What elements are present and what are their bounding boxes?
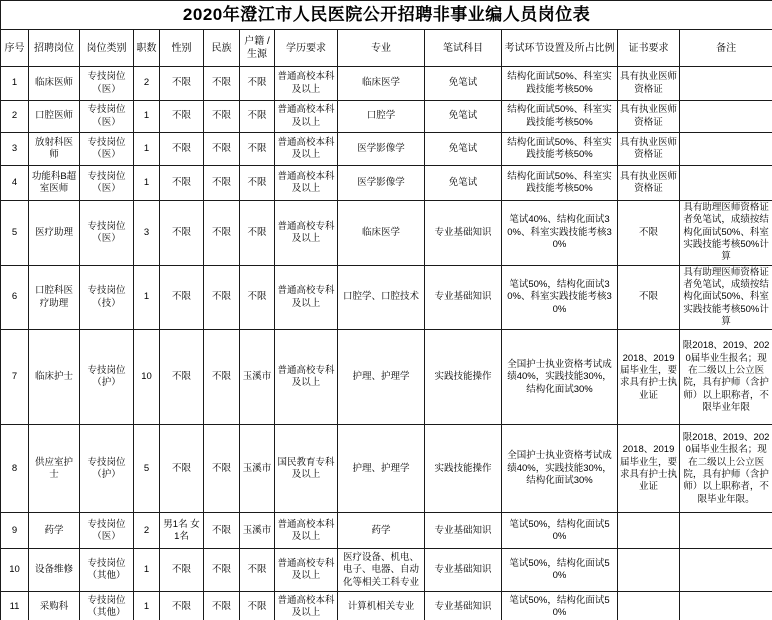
table-cell: 男1名 女1名 — [160, 513, 204, 549]
table-row — [1, 133, 772, 166]
page-title: 2020年澄江市人民医院公开招聘非事业编人员岗位表 — [1, 1, 772, 30]
table-row — [1, 166, 772, 201]
table-cell: 专业基础知识 — [425, 201, 502, 266]
table-cell: 设备维修 — [29, 549, 80, 592]
table-row — [1, 101, 772, 133]
table-cell: 医疗设备、机电、电子、电器、自动化等相关工科专业 — [338, 549, 425, 592]
table-cell: 药学 — [338, 513, 425, 549]
table-cell: 2 — [134, 67, 160, 101]
table-cell: 2 — [134, 513, 160, 549]
table-cell — [680, 549, 772, 592]
table-cell: 4 — [1, 166, 29, 201]
table-row — [1, 330, 772, 425]
table-cell: 不限 — [204, 133, 240, 166]
table-cell: 1 — [134, 166, 160, 201]
table-cell: 实践技能操作 — [425, 425, 502, 513]
table-cell: 临床医师 — [29, 67, 80, 101]
table-cell: 采购科 — [29, 592, 80, 620]
table-cell: 普通高校本科及以上 — [275, 592, 338, 620]
table-cell: 专技岗位（其他） — [80, 549, 134, 592]
table-cell: 专技岗位（医） — [80, 133, 134, 166]
table-cell: 不限 — [240, 201, 275, 266]
table-cell: 专技岗位（医） — [80, 513, 134, 549]
table-cell: 11 — [1, 592, 29, 620]
table-cell: 医疗助理 — [29, 201, 80, 266]
table-cell: 不限 — [240, 101, 275, 133]
table-cell: 免笔试 — [425, 133, 502, 166]
table-cell: 实践技能操作 — [425, 330, 502, 425]
table-cell: 笔试50%，结构化面试50% — [502, 549, 618, 592]
table-cell: 限2018、2019、2020届毕业生报名；现在二级以上公立医院，具有护师（含护师）以上职称者，不限毕业年限。 — [680, 425, 772, 513]
table-cell: 5 — [134, 425, 160, 513]
table-cell: 结构化面试50%、科室实践技能考核50% — [502, 166, 618, 201]
table-cell: 免笔试 — [425, 166, 502, 201]
table-row — [1, 513, 772, 549]
table-cell: 8 — [1, 425, 29, 513]
table-cell: 限2018、2019、2020届毕业生报名；现在二级以上公立医院，具有护师（含护师）以上职称者，不限毕业年限 — [680, 330, 772, 425]
table-cell: 全国护士执业资格考试成绩40%，实践技能30%，结构化面试30% — [502, 425, 618, 513]
table-cell: 普通高校本科及以上 — [275, 166, 338, 201]
table-cell: 不限 — [240, 549, 275, 592]
table-cell: 不限 — [204, 425, 240, 513]
table-cell: 结构化面试50%、科室实践技能考核50% — [502, 101, 618, 133]
table-cell: 1 — [134, 549, 160, 592]
table-header-row — [1, 30, 772, 67]
table-cell: 口腔科医疗助理 — [29, 265, 80, 330]
table-cell: 临床医学 — [338, 201, 425, 266]
table-cell: 3 — [134, 201, 160, 266]
table-cell: 不限 — [160, 549, 204, 592]
table-cell: 普通高校专科及以上 — [275, 330, 338, 425]
table-cell: 计算机相关专业 — [338, 592, 425, 620]
table-cell — [618, 513, 680, 549]
table-cell: 不限 — [204, 549, 240, 592]
title-row — [1, 1, 772, 30]
table-cell: 不限 — [160, 101, 204, 133]
table-cell — [680, 133, 772, 166]
table-cell: 放射科医师 — [29, 133, 80, 166]
table-cell: 玉溪市 — [240, 425, 275, 513]
table-cell: 不限 — [160, 330, 204, 425]
table-cell: 具有执业医师资格证 — [618, 67, 680, 101]
table-cell: 专业基础知识 — [425, 265, 502, 330]
header-cell-9: 笔试科目 — [425, 30, 502, 67]
table-cell: 护理、护理学 — [338, 330, 425, 425]
table-cell: 不限 — [240, 265, 275, 330]
table-cell: 不限 — [160, 67, 204, 101]
table-cell — [680, 513, 772, 549]
table-cell — [680, 67, 772, 101]
table-cell: 专技岗位（医） — [80, 166, 134, 201]
table-cell: 不限 — [160, 592, 204, 620]
table-cell: 专业基础知识 — [425, 513, 502, 549]
table-cell: 口腔医师 — [29, 101, 80, 133]
table-cell: 笔试50%，结构化面试30%、科室实践技能考核30% — [502, 265, 618, 330]
table-row — [1, 592, 772, 620]
table-cell: 具有执业医师资格证 — [618, 101, 680, 133]
table-cell: 2018、2019届毕业生，要求具有护士执业证 — [618, 425, 680, 513]
header-cell-2: 岗位类别 — [80, 30, 134, 67]
header-cell-8: 专业 — [338, 30, 425, 67]
table-cell: 普通高校专科及以上 — [275, 201, 338, 266]
table-cell: 专技岗位（护） — [80, 425, 134, 513]
table-cell: 专业基础知识 — [425, 549, 502, 592]
table-cell: 不限 — [160, 425, 204, 513]
table-cell — [618, 592, 680, 620]
table-cell: 2018、2019届毕业生，要求具有护士执业证 — [618, 330, 680, 425]
header-cell-12: 备注 — [680, 30, 772, 67]
table-cell: 具有执业医师资格证 — [618, 166, 680, 201]
table-cell: 不限 — [240, 67, 275, 101]
table-cell: 6 — [1, 265, 29, 330]
header-cell-4: 性别 — [160, 30, 204, 67]
table-cell: 免笔试 — [425, 101, 502, 133]
table-cell: 专技岗位（医） — [80, 201, 134, 266]
table-cell: 供应室护士 — [29, 425, 80, 513]
table-cell: 临床护士 — [29, 330, 80, 425]
table-cell: 玉溪市 — [240, 330, 275, 425]
table-cell — [680, 101, 772, 133]
table-cell: 2 — [1, 101, 29, 133]
table-cell — [618, 549, 680, 592]
table-cell: 不限 — [204, 166, 240, 201]
table-cell: 不限 — [160, 201, 204, 266]
table-cell: 不限 — [240, 592, 275, 620]
table-cell: 不限 — [618, 201, 680, 266]
table-cell: 医学影像学 — [338, 166, 425, 201]
table-cell: 普通高校本科及以上 — [275, 133, 338, 166]
table-cell: 不限 — [160, 265, 204, 330]
table-cell: 笔试40%、结构化面试30%、科室实践技能考核30% — [502, 201, 618, 266]
table-cell: 医学影像学 — [338, 133, 425, 166]
table-cell: 普通高校本科及以上 — [275, 513, 338, 549]
table-row — [1, 67, 772, 101]
table-cell: 具有执业医师资格证 — [618, 133, 680, 166]
table-cell: 7 — [1, 330, 29, 425]
table-cell: 不限 — [204, 67, 240, 101]
table-cell: 1 — [134, 101, 160, 133]
table-cell: 不限 — [160, 133, 204, 166]
table-cell: 口腔学、口腔技术 — [338, 265, 425, 330]
table-cell: 1 — [1, 67, 29, 101]
table-cell: 专技岗位（医） — [80, 67, 134, 101]
table-cell: 不限 — [160, 166, 204, 201]
table-cell: 专技岗位（技） — [80, 265, 134, 330]
table-row — [1, 425, 772, 513]
table-cell: 不限 — [204, 101, 240, 133]
header-cell-6: 户籍 / 生源 — [240, 30, 275, 67]
table-cell: 不限 — [240, 133, 275, 166]
table-cell: 具有助理医师资格证者免笔试，成绩按结构化面试50%、科室实践技能考核50%计算 — [680, 201, 772, 266]
table-cell: 结构化面试50%、科室实践技能考核50% — [502, 67, 618, 101]
table-cell: 不限 — [204, 330, 240, 425]
table-cell: 1 — [134, 265, 160, 330]
table-cell: 口腔学 — [338, 101, 425, 133]
table-cell: 不限 — [204, 592, 240, 620]
table-row — [1, 201, 772, 266]
header-cell-3: 职数 — [134, 30, 160, 67]
table-cell: 玉溪市 — [240, 513, 275, 549]
table-cell: 10 — [1, 549, 29, 592]
table-cell: 普通高校本科及以上 — [275, 67, 338, 101]
table-cell: 专业基础知识 — [425, 592, 502, 620]
table-cell: 免笔试 — [425, 67, 502, 101]
header-cell-10: 考试环节设置及所占比例 — [502, 30, 618, 67]
table-cell: 不限 — [204, 513, 240, 549]
table-cell: 1 — [134, 133, 160, 166]
table-row — [1, 265, 772, 330]
table-cell: 临床医学 — [338, 67, 425, 101]
header-cell-1: 招聘岗位 — [29, 30, 80, 67]
table-cell: 不限 — [240, 166, 275, 201]
table-cell: 普通高校本科及以上 — [275, 101, 338, 133]
header-cell-0: 序号 — [1, 30, 29, 67]
table-cell: 专技岗位（医） — [80, 101, 134, 133]
table-cell: 全国护士执业资格考试成绩40%，实践技能30%，结构化面试30% — [502, 330, 618, 425]
table-cell: 普通高校专科及以上 — [275, 265, 338, 330]
table-cell: 不限 — [204, 265, 240, 330]
header-cell-7: 学历要求 — [275, 30, 338, 67]
table-cell: 5 — [1, 201, 29, 266]
table-cell: 不限 — [618, 265, 680, 330]
table-cell: 专技岗位（其他） — [80, 592, 134, 620]
table-cell: 功能科B超室医师 — [29, 166, 80, 201]
table-row — [1, 549, 772, 592]
table-cell: 专技岗位（护） — [80, 330, 134, 425]
table-cell: 笔试50%，结构化面试50% — [502, 592, 618, 620]
header-cell-11: 证书要求 — [618, 30, 680, 67]
header-cell-5: 民族 — [204, 30, 240, 67]
table-cell — [680, 592, 772, 620]
table-cell: 9 — [1, 513, 29, 549]
table-cell: 3 — [1, 133, 29, 166]
table-cell: 结构化面试50%、科室实践技能考核50% — [502, 133, 618, 166]
table-cell: 笔试50%，结构化面试50% — [502, 513, 618, 549]
table-cell: 1 — [134, 592, 160, 620]
table-cell: 10 — [134, 330, 160, 425]
table-cell — [680, 166, 772, 201]
table-cell: 护理、护理学 — [338, 425, 425, 513]
table-cell: 普通高校专科及以上 — [275, 549, 338, 592]
table-cell: 具有助理医师资格证者免笔试，成绩按结构化面试50%、科室实践技能考核50%计算 — [680, 265, 772, 330]
table-cell: 不限 — [204, 201, 240, 266]
table-cell: 国民教育专科及以上 — [275, 425, 338, 513]
table-cell: 药学 — [29, 513, 80, 549]
